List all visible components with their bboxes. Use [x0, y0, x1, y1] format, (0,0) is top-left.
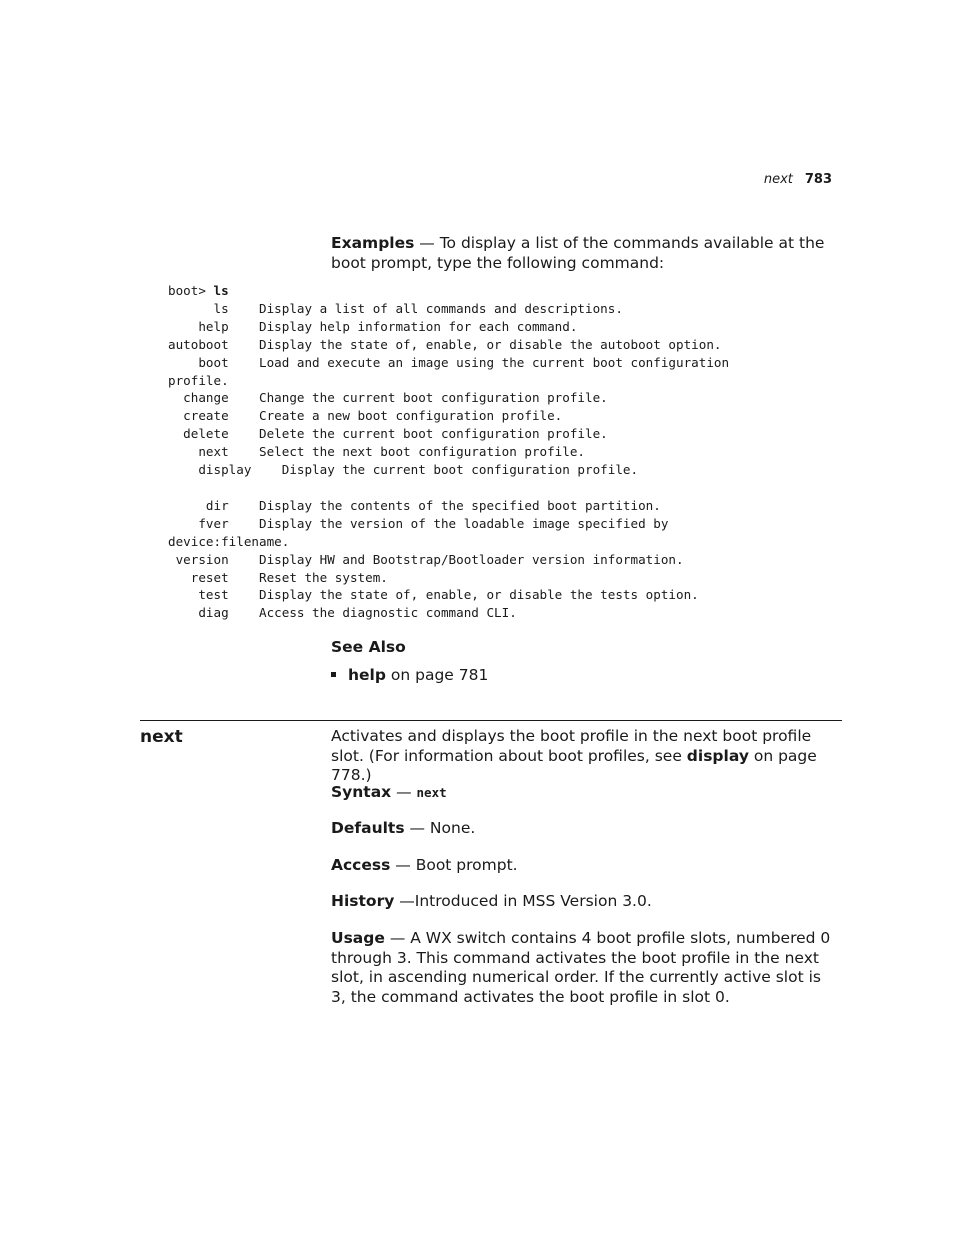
see-also-link-help[interactable]: help [348, 666, 386, 684]
code-output: ls Display a list of all commands and descriptions. help Display help information for each command. autoboot Display the state of, enable, or disable the autoboot option. boot Load and execute an image using the current boot configuration profile. change Change the current boot configuration profile. create Create a new boot configuration profile. delete Delete the current boot configuration profile. next Select the next boot configuration profile. display Display the current boot configuration profile. dir Display the contents of the specified boot partition. fver Display the version of the loadable image specified by device:filename. version Display HW and Bootstrap/Bootloader version information. reset Reset the system. test Display the state of, enable, or disable the tests option. diag Access the diagnostic command CLI. [168, 300, 730, 621]
examples-label: Examples [331, 234, 415, 252]
command-title: next [140, 727, 183, 747]
see-also-item-text: on page 781 [385, 666, 489, 684]
code-prompt: boot> [168, 283, 214, 298]
access-label: Access [331, 856, 391, 874]
see-also-heading: See Also [331, 638, 406, 656]
usage-paragraph: Usage — A WX switch contains 4 boot profile slots, numbered 0 through 3. This command activates the boot profile in the next slot, in ascending numerical order. If the currently active slot is 3, the command activates the boot profile in slot 0. [331, 929, 831, 1006]
display-link[interactable]: display [686, 746, 749, 765]
usage-label: Usage [331, 929, 385, 947]
bullet-square-icon [331, 672, 336, 677]
see-also-item [331, 666, 488, 686]
command-description: Activates and displays the boot profile in the next boot profile slot. (For information about boot profiles, see display on page 778.) [331, 727, 817, 784]
code-command: ls [213, 283, 229, 298]
header-section-name: next [763, 172, 793, 187]
code-example [168, 282, 729, 622]
header-page-number: 783 [804, 172, 832, 187]
syntax-value: next [416, 785, 447, 800]
syntax-label: Syntax [331, 783, 392, 801]
examples-paragraph [331, 234, 836, 273]
examples-text: — To display a list of the commands available at the boot prompt, type the following command: [331, 234, 825, 272]
running-header [764, 172, 832, 187]
section-divider [140, 720, 842, 721]
syntax-paragraph: Syntax — next [331, 783, 447, 801]
history-label: History [331, 892, 395, 910]
access-paragraph: Access — Boot prompt. [331, 856, 518, 874]
defaults-paragraph: Defaults — None. [331, 819, 476, 837]
defaults-label: Defaults [331, 819, 405, 837]
history-paragraph: History —Introduced in MSS Version 3.0. [331, 892, 652, 910]
